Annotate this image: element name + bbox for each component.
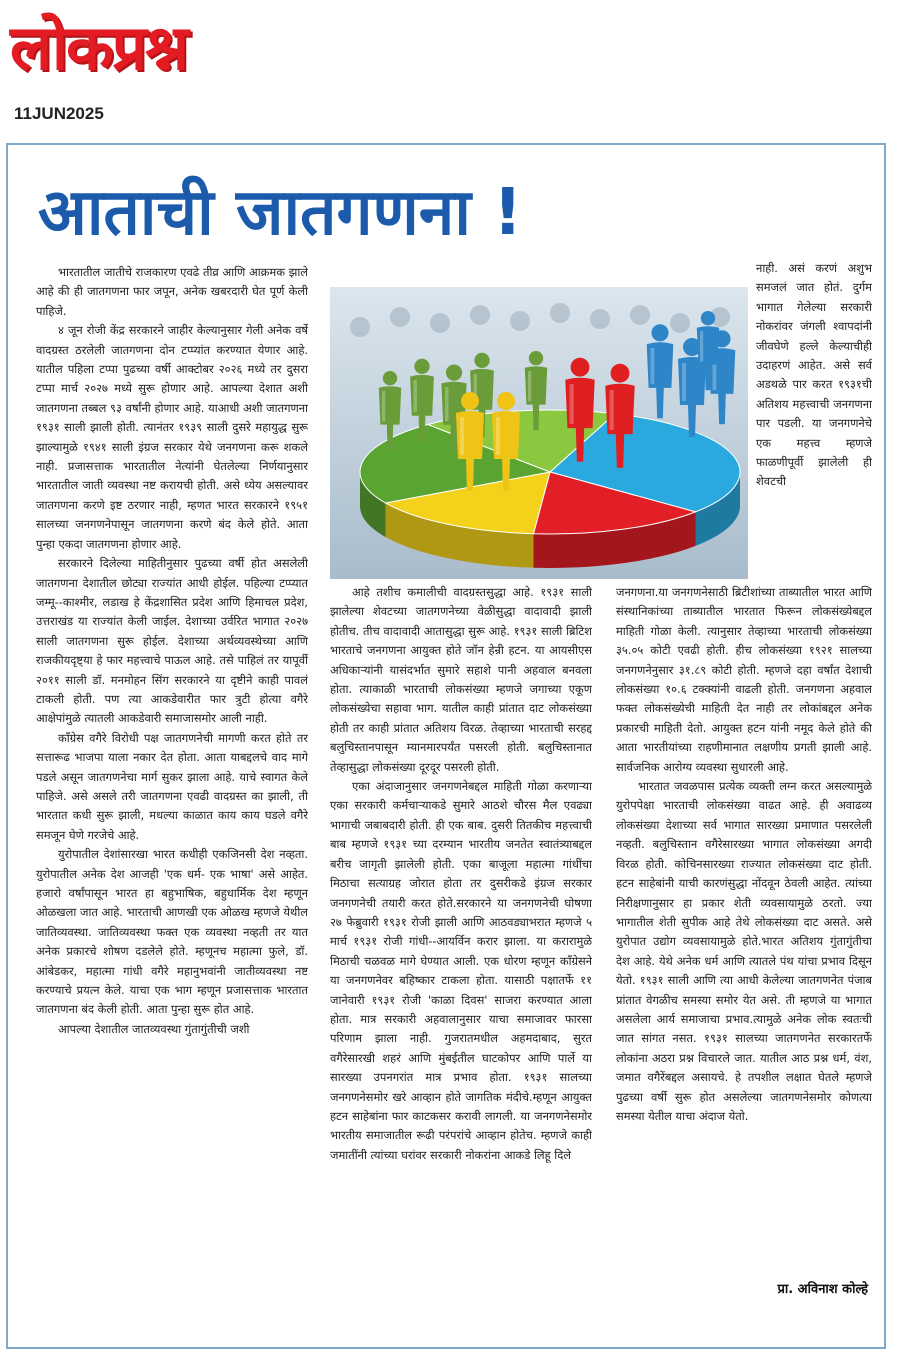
article-column-3: [616, 583, 872, 1273]
article-clipping: [6, 143, 886, 1349]
paragraph: एका अंदाजानुसार जनगणनेबद्दल माहिती गोळा करणार्‍या एका सरकारी कर्मचार्‍याकडे सुमारे आठशे चौरस मैल एवढ्या भागाची जबाबदारी होती. ही एक बाब. दुसरी तितकीच महत्त्वाची बाब म्हणजे १९३१ च्या दरम्यान भारतीय जनतेत स्वातंत्र्याबद्दल बरीच जागृती झालेली होती. एका बाजूला महात्मा गांधींचा मिठाचा सत्याग्रह जोरात होता तर दुसरीकडे इंग्रज सरकार जनगणनेची तयारी करत होते.सरकारने या जनगणनेची घोषणा २७ फेब्रुवारी १९३१ रोजी झाली आणि आठवड्याभरात म्हणजे ५ मार्च १९३१ रोजी गांधी--आयर्विन करार झाला. या करारामुळे मिठाची चळवळ मागे घेण्यात आली. एक धोरण म्हणून कॉंग्रेसने या जनगणनेवर बहिष्कार टाकला होता. यासाठी पक्षातर्फे ११ जानेवारी १९३१ रोजी 'काळा दिवस' साजरा करण्यात आला होता. मात्र सरकारी अहवालानुसार याचा समाजावर फारसा परिणाम झाला नाही. गुजरातमधील अहमदाबाद, सुरत वगैरेसारखी शहरं आणि मुंबईतील घाटकोपर आणि पार्ले या सारख्या उपनगरांत मात्र प्रभाव होता. १९३१ सालच्या जनगणनेसमोर खरे आव्हान होते जागतिक मंदीचे.म्हणून आयुक्त हटन साहेबांना फार काटकसर करावी लागली. या जनगणनेसमोर भारतीय समाजातील रूढी परंपरांचे आव्हान होतेच. म्हणजे काही जमातींनी त्यांच्या घरांवर सरकारी नोकरांना आकडे लिहू दिले: [330, 779, 592, 1162]
masthead-logo: लोकप्रश्न: [10, 11, 187, 84]
illustration-pie-chart-people: [330, 287, 748, 579]
paragraph: कॉंग्रेस वगैरे विरोधी पक्ष जातगणनेची मागणी करत होते तर सत्तारूढ भाजपा याला नकार देत होता. आता याबद्दलचे वाद मागे पडले असून जातगणनेचा मार्ग सुकर झाला आहे. याचे स्वागत केले पाहिजे. असे असले तरी जातगणना एवढी वादग्रस्त का झाली, ती भारतात कधी सुरू झाली, मधल्या काळात काय काय घडले वगैरे समजून घेणे गरजेचे आहे.: [36, 730, 308, 842]
paragraph: जनगणना.या जनगणनेसाठी ब्रिटीशांच्या ताब्यातील भारत आणि संस्थानिकांच्या ताब्यातील भारतात फिरून लोकसंख्येबद्दल माहिती गोळा केली. त्यानुसार तेव्हाच्या भारताची लोकसंख्या ३५.०५ कोटी एवढी होती. हीच लोकसंख्या १९२१ सालच्या जनगणनेनुसार ३१.८९ कोटी होती. म्हणजे दहा वर्षांत देशाची लोकसंख्या १०.६ टक्क्यांनी वाढली होती. जनगणना अहवाल फक्त लोकसंख्येची माहिती देत नाही तर लोकांबद्दल अनेक प्रकारची माहिती देतो. आयुक्त हटन यांनी नमूद केले होते की आता भारतीयांच्या राहणीमानात लक्षणीय प्रगती झाली आहे. सार्वजनिक आरोग्य व्यवस्था सुधारली आहे.: [616, 585, 872, 774]
paragraph: नाही. असं करणं अशुभ समजलं जात होतं. दुर्गम भागात गेलेल्या सरकारी नोकरांवर जंगली श्वापदांनी जीवघेणे हल्ले केल्याचीही उदाहरणं आहेत. असे सर्व अडथळे पार करत १९३१ची अतिशय महत्त्वाची जनगणना पार पडली. या जनगणनेचे एक महत्त्व म्हणजे फाळणीपूर्वी झालेली ही शेवटची: [756, 261, 872, 489]
byline: प्रा. अविनाश कोल्हे: [777, 1282, 868, 1297]
illustration-svg: [330, 287, 748, 579]
headline: आताची जातगणना !: [38, 176, 523, 250]
paragraph: आपल्या देशातील जातव्यवस्था गुंतागुंतीची जशी: [58, 1021, 250, 1036]
article-column-1: [36, 263, 308, 1343]
paragraph: भारतातील जातीचे राजकारण एवढे तीव्र आणि आक्रमक झाले आहे की ही जातगणना फार जपून, अनेक खबरदारी घेत पूर्ण केली पाहिजे.: [36, 265, 308, 318]
article-column-3-top: [756, 259, 872, 581]
paragraph: युरोपातील देशांसारखा भारत कधीही एकजिनसी देश नव्हता. युरोपातील अनेक देश आजही 'एक धर्म- एक भाषा' असे आहेत. हजारो वर्षांपासून भारत हा बहुभाषिक, बहुधार्मिक देश म्हणून ओळखला जात आहे. भारताची आणखी एक ओळख म्हणजे येथील जातिव्यवस्था. जातिव्यवस्था फक्त एक व्यवस्था नव्हती तर यात अनेक प्रकारचे शोषण दडलेले होते. म्हणूनच महात्मा फुले, डॉ. आंबेडकर, महात्मा गांधी वगैरे महानुभवांनी जातीव्यवस्था नष्ट करण्याचे प्रयत्न केले. याचा एक भाग म्हणून प्रजासत्ताक भारतात जातगणना बंद केली होती. आता पुन्हा सुरू होत आहे.: [36, 847, 308, 1017]
paragraph: आहे तशीच कमालीची वादग्रस्तसुद्धा आहे. १९३१ साली झालेल्या शेवटच्या जातगणनेच्या वेळीसुद्धा वादावादी झाली होतीच. तीच वादावादी आतासुद्धा सुरू आहे. १९३१ साली ब्रिटिश भारताचे जनगणना आयुक्त होते जॉन हेन्री हटन. या आयसीएस अधिकाऱ्यांनी यासंदर्भात सुमारे सहाशे पानी अहवाल बनवला होता. त्याकाळी भारताची लोकसंख्या म्हणजे जगाच्या एकूण लोकसंख्येचा सहावा भाग. यातील काही प्रांतात दाट लोकसंख्या होती तर काही प्रांतात अतिशय विरळ. तेव्हाच्या भारताची सरहद्द बलुचिस्तानपासून म्यानमारपर्यंत पसरली होती. बलुचिस्तानात तेव्हासुद्धा लोकसंख्या दूरदूर पसरली होती.: [330, 585, 592, 774]
paragraph: भारतात जवळपास प्रत्येक व्यक्ती लग्न करत असल्यामुळे युरोपपेक्षा भारताची लोकसंख्या वाढत आहे. ही अवाढव्य लोकसंख्या देशाच्या सर्व भागात सारख्या प्रमाणात पसरलेली नव्हती. बलुचिस्तान वगैरेसारख्या भागात लोकसंख्या अगदी विरळ होती. कोचिनसारख्या राज्यात लोकसंख्या दाट होती. हटन साहेबांनी याची कारणंसुद्धा नोंदवून ठेवली आहेत. त्यांच्या निरीक्षणानुसार हा प्रकार शेती व्यवसायामुळे ठरतो. ज्या भागातील शेती सुपीक आहे तेथे लोकसंख्या दाट असते. असे युरोपात उद्योग व्यवसायामुळे होते.भारत अतिशय गुंतागुंतीचा देश आहे. येथे अनेक धर्म आणि त्यातले पंथ यांचा प्रभाव दिसून येतो. १९३१ साली आणि त्या आधी केलेल्या जातगणनेत पंजाब प्रांतात वेगळीच समस्या समोर येत असे. ती म्हणजे या भागात असलेला आर्य समाजाचा प्रभाव.त्यामुळे अनेक लोक स्वतःची जात सांगत नसत. १९३१ सालच्या जातगणनेत सरकारतर्फे लोकांना अठरा प्रश्न विचारले जात. यातील आठ प्रश्न धर्म, वंश, जमात वगैरेंबद्दल असायचे. हे तपशील लक्षात घेतले म्हणजे पुढच्या वर्षी सुरू होत असलेल्या जातगणनेसमोर कोणत्या समस्या येतील याचा अंदाज येतो.: [616, 779, 872, 1123]
paragraph: सरकारने दिलेल्या माहितीनुसार पुढच्या वर्षी होत असलेली जातगणना देशातील छोट्या राज्यांत आधी होईल. पहिल्या टप्प्यात जम्मू--काश्मीर, लडाख हे केंद्रशासित प्रदेश आणि हिमाचल प्रदेश, उत्तराखंड या राज्यांत केली जाईल. देशाच्या उर्वरित भागात २०२७ साली जातगणना सुरू होईल. देशाच्या अर्थव्यवस्थेच्या आणि राजकीयदृष्ट्या हे फार महत्त्वाचे पाऊल आहे. तसे पाहिलं तर यापूर्वी २०११ साली डॉ. मनमोहन सिंग सरकारने या दृष्टीने काही पावलं टाकली होती. पण त्या आकडेवारीत फार त्रुटी होत्या वगैरे आक्षेपांमुळे त्यातली आकडेवारी समाजासमोर आली नाही.: [36, 556, 308, 726]
paragraph: ४ जून रोजी केंद्र सरकारने जाहीर केल्यानुसार गेली अनेक वर्षे वादग्रस्त ठरलेली जातगणना दोन टप्प्यांत करण्यात येणार आहे. यातील पहिला टप्पा पुढच्या वर्षी आक्टोबर २०२६ मध्ये तर दुसरा टप्पा मार्च २०२७ मध्ये सुरू होणार आहे. आपल्या देशात अशी जातगणना तब्बल ९३ वर्षांनी होणार आहे. याआधी अशी जातगणना १९३१ साली झाली होती. त्यानंतर १९३९ साली दुसरे महायुद्ध सुरू झाल्यामुळे १९४१ साली इंग्रज सरकार येथे जनगणना करू शकले नाही. प्रजासत्ताक भारतातील नेत्यांनी घेतलेल्या निर्णयानुसार भारतातील जाती व्यवस्था नष्ट करायची होती. असे ध्येय असल्यावर जातगणना करणे इष्ट ठरणार नाही, म्हणत भारत सरकारने १९५१ सालच्या जनगणनेपासून जातगणना करणे बंद केले होते. आता पुन्हा एकदा जातगणना होणार आहे.: [36, 323, 308, 551]
article-column-2: [330, 583, 592, 1347]
issue-date: 11JUN2025: [14, 104, 104, 123]
pie-base: [360, 410, 740, 568]
